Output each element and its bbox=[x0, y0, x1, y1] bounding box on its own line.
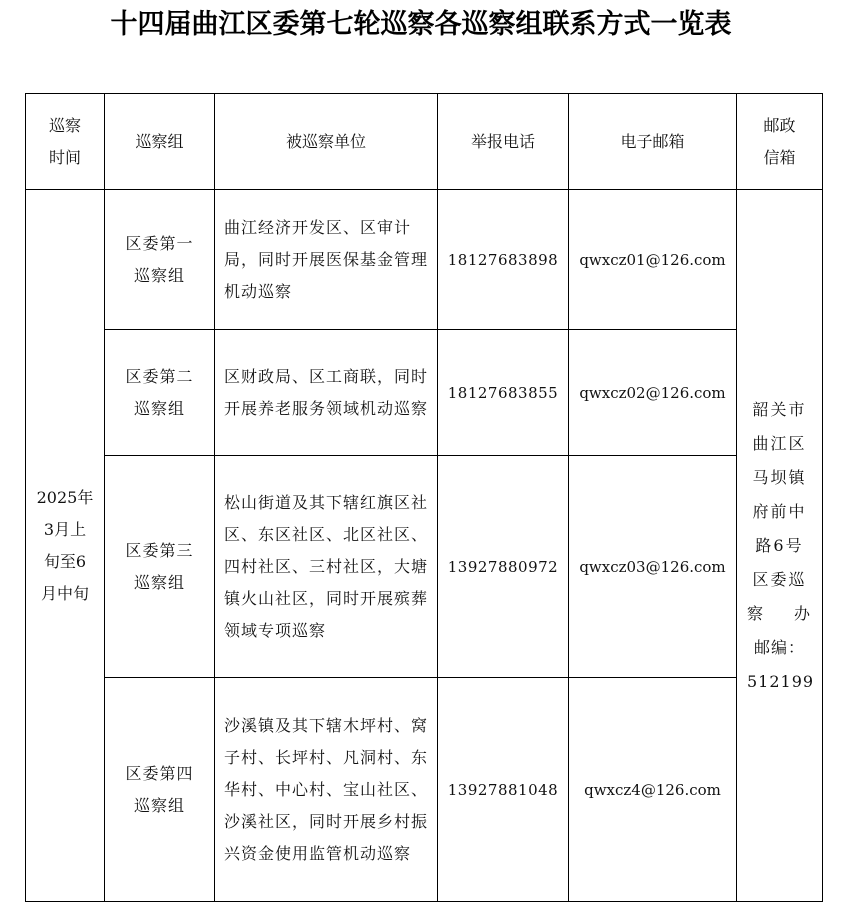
email-address: qwxcz01@126.com bbox=[569, 190, 737, 330]
postal-address: 韶关市曲江区马坝镇府前中路6号区委巡察办 bbox=[747, 399, 812, 623]
inspected-unit: 区财政局、区工商联，同时开展养老服务领域机动巡察 bbox=[215, 330, 438, 456]
email-address: qwxcz02@126.com bbox=[569, 330, 737, 456]
header-report-phone: 举报电话 bbox=[438, 94, 569, 190]
table-row bbox=[26, 456, 823, 678]
inspection-contact-table bbox=[25, 93, 823, 902]
report-phone: 18127683898 bbox=[438, 190, 569, 330]
email-address: qwxcz03@126.com bbox=[569, 456, 737, 678]
report-phone: 18127683855 bbox=[438, 330, 569, 456]
inspected-unit: 曲江经济开发区、区审计局，同时开展医保基金管理机动巡察 bbox=[215, 190, 438, 330]
group-name: 区委第三 巡察组 bbox=[105, 456, 215, 678]
header-inspected-unit: 被巡察单位 bbox=[215, 94, 438, 190]
group-name: 区委第二 巡察组 bbox=[105, 330, 215, 456]
header-postal-box: 邮政 信箱 bbox=[737, 94, 823, 190]
page-title: 十四届曲江区委第七轮巡察各巡察组联系方式一览表 bbox=[110, 9, 732, 40]
table-header-row bbox=[26, 94, 823, 190]
inspected-unit: 沙溪镇及其下辖木坪村、窝子村、长坪村、凡洞村、东华村、中心村、宝山社区、沙溪社区，同时开展乡村振兴资金使用监管机动巡察 bbox=[215, 678, 438, 902]
report-phone: 13927880972 bbox=[438, 456, 569, 678]
postal-code: 邮编：512199 bbox=[747, 637, 815, 691]
group-name: 区委第一 巡察组 bbox=[105, 190, 215, 330]
group-name: 区委第四 巡察组 bbox=[105, 678, 215, 902]
table-row bbox=[26, 678, 823, 902]
inspection-period: 2025年 3月上 旬至6 月中旬 bbox=[26, 190, 105, 902]
header-email: 电子邮箱 bbox=[569, 94, 737, 190]
header-inspection-time: 巡察 时间 bbox=[26, 94, 105, 190]
inspected-unit: 松山街道及其下辖红旗区社区、东区社区、北区社区、四村社区、三村社区，大塘镇火山社区，同时开展殡葬领域专项巡察 bbox=[215, 456, 438, 678]
table-row bbox=[26, 190, 823, 330]
table-row bbox=[26, 330, 823, 456]
postal-box-cell bbox=[737, 190, 823, 902]
report-phone: 13927881048 bbox=[438, 678, 569, 902]
email-address: qwxcz4@126.com bbox=[569, 678, 737, 902]
header-inspection-group: 巡察组 bbox=[105, 94, 215, 190]
